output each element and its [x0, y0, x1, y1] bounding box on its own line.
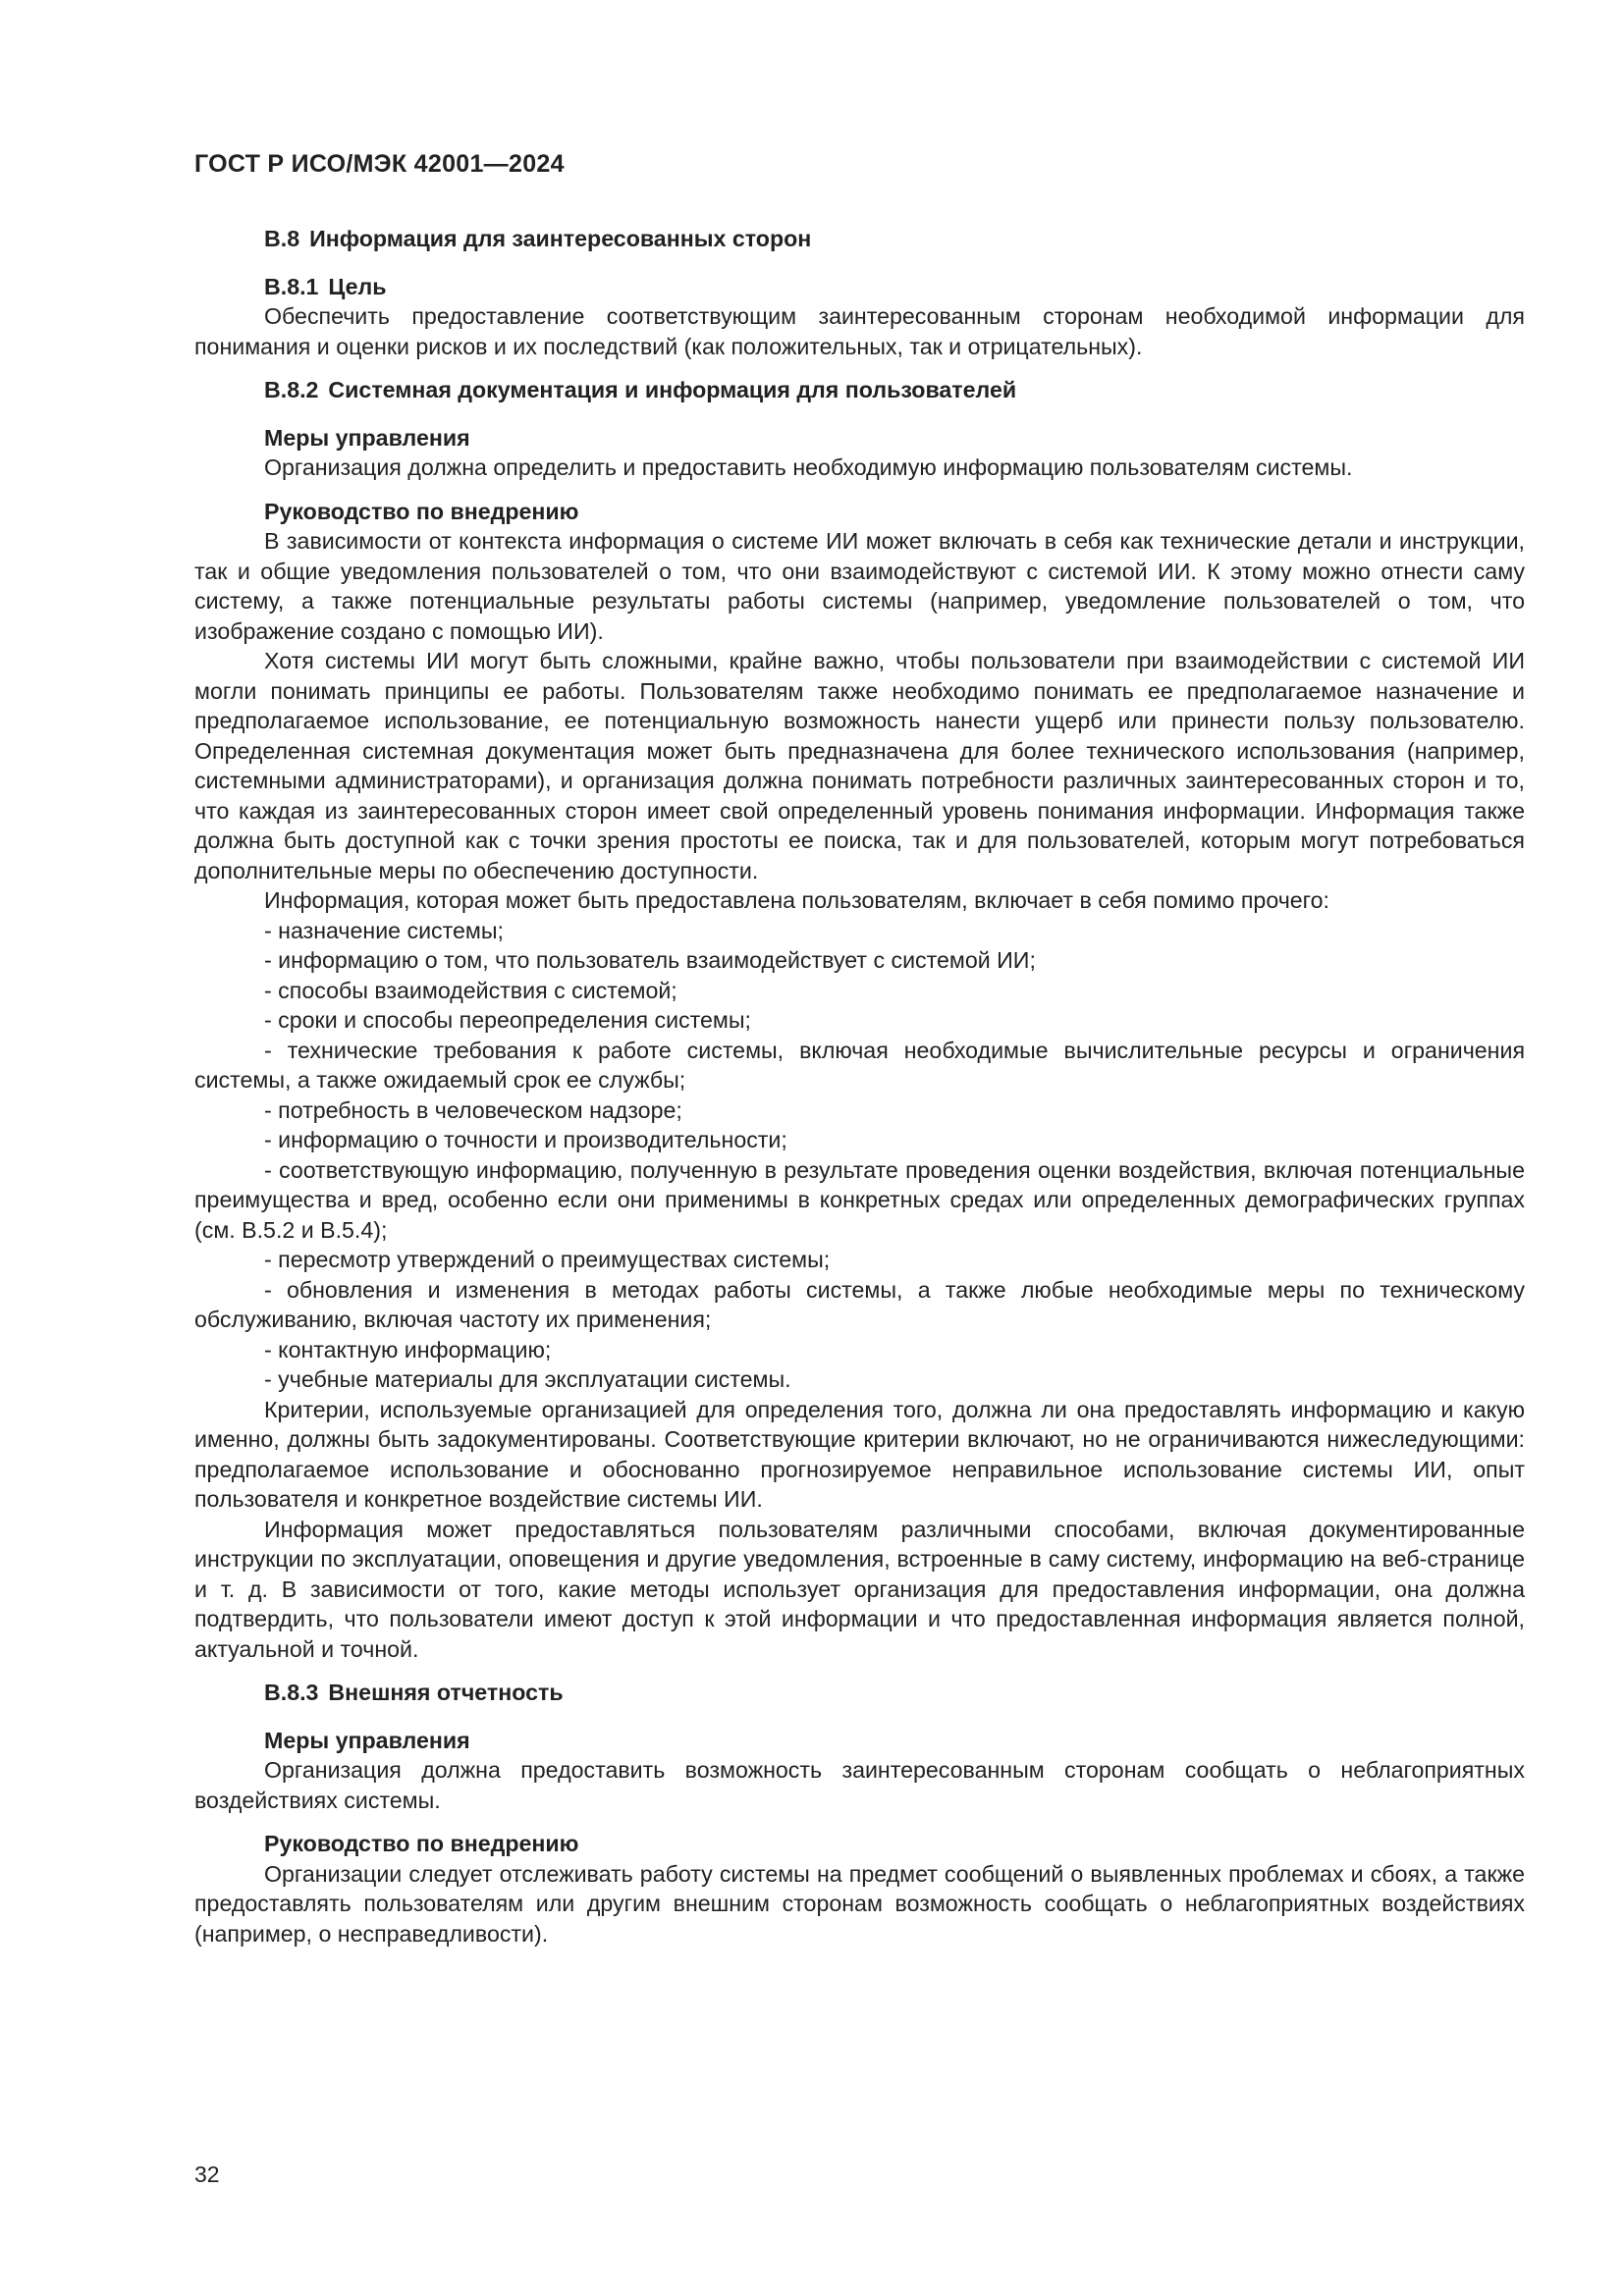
list-item: - информацию о точности и производительности;: [264, 1127, 787, 1152]
section-number: В.8.2: [264, 377, 319, 402]
section-number: В.8: [264, 226, 300, 251]
guidance-heading: Руководство по внедрению: [264, 1831, 579, 1856]
standard-title: ГОСТ Р ИСО/МЭК 42001—2024: [194, 150, 565, 178]
section-b82-heading: [194, 375, 1525, 405]
section-title: Цель: [328, 273, 387, 299]
list-item: - соответствующую информацию, полученную в результате проведения оценки воздействия, включая потенциальные преимущества и вред, особенно если они применимы в конкретных средах или определенных демографических группах (см. В.5.2 и В.5.4);: [194, 1156, 1525, 1243]
list-item: - технические требования к работе системы, включая необходимые вычислительные ресурсы и ограничения системы, а также ожидаемый срок ее службы;: [194, 1037, 1525, 1093]
section-b83-heading: [194, 1678, 1525, 1708]
list-item: - потребность в человеческом надзоре;: [264, 1096, 682, 1123]
section-number: В.8.1: [264, 273, 319, 299]
section-number: В.8.3: [264, 1680, 319, 1705]
section-b8-heading: [194, 224, 1525, 254]
paragraph: Критерии, используемые организацией для определения того, должна ли она предоставлять информацию и какую именно, должны быть задокументированы. Соответствующие критерии включают, но не ограничиваются нижеследующими: предполагаемое использование и обоснованно прогнозируемое неправильное использование системы ИИ, опыт пользователя и конкретное воздействие системы ИИ.: [194, 1396, 1525, 1512]
list-item: - способы взаимодействия с системой;: [264, 977, 677, 1003]
paragraph: Организации следует отслеживать работу системы на предмет сообщений о выявленных проблемах и сбоях, а также предоставлять пользователям или другим внешним сторонам возможность сообщать о неблагоприятных воздействиях (например, о несправедливости).: [194, 1860, 1525, 1947]
paragraph: Организация должна определить и предоставить необходимую информацию пользователям системы.: [264, 454, 1353, 480]
list-item: - информацию о том, что пользователь взаимодействует с системой ИИ;: [264, 947, 1036, 973]
section-title: Системная документация и информация для пользователей: [328, 377, 1017, 402]
paragraph: Информация может предоставляться пользователям различными способами, включая документированные инструкции по эксплуатации, оповещения и другие уведомления, встроенные в саму систему, информацию на веб-странице и т. д. В зависимости от того, какие методы использует организация для предоставления информации, она должна подтвердить, что пользователи имеют доступ к этой информации и что предоставленная информация является полной, актуальной и точной.: [194, 1516, 1525, 1662]
list-item: - назначение системы;: [264, 917, 504, 943]
list-item: - учебные материалы для эксплуатации системы.: [264, 1366, 791, 1392]
bullet-list: [194, 916, 1525, 1395]
section-title: Информация для заинтересованных сторон: [309, 226, 812, 251]
controls-heading: Меры управления: [264, 1727, 470, 1753]
paragraph: Информация, которая может быть предоставлена пользователям, включает в себя помимо прочего:: [264, 887, 1329, 913]
page-content: [194, 224, 1525, 1949]
list-item: - контактную информацию;: [264, 1336, 552, 1362]
paragraph: Организация должна предоставить возможность заинтересованным сторонам сообщать о неблагоприятных воздействиях системы.: [194, 1757, 1525, 1813]
section-b81-heading: [194, 272, 1525, 302]
list-item: - сроки и способы переопределения системы;: [264, 1007, 751, 1033]
section-title: Внешняя отчетность: [328, 1680, 564, 1705]
controls-heading: Меры управления: [264, 424, 470, 451]
guidance-heading: Руководство по внедрению: [264, 498, 579, 524]
paragraph: В зависимости от контекста информация о системе ИИ может включать в себя как технические детали и инструкции, так и общие уведомления пользователей о том, что они взаимодействуют с системой ИИ. К этому можно отнести саму систему, а также потенциальные результаты работы системы (например, уведомление пользователей о том, что изображение создано с помощью ИИ).: [194, 528, 1525, 644]
list-item: - пересмотр утверждений о преимуществах системы;: [264, 1247, 831, 1272]
list-item: - обновления и изменения в методах работы системы, а также любые необходимые меры по техническому обслуживанию, включая частоту их применения;: [194, 1276, 1525, 1332]
paragraph: Хотя системы ИИ могут быть сложными, крайне важно, чтобы пользователи при взаимодействии с системой ИИ могли понимать принципы ее работы. Пользователям также необходимо понимать ее предполагаемое назначение и предполагаемое использование, ее потенциальную возможность нанести ущерб или принести пользу пользователю. Определенная системная документация может быть предназначена для более технического использования (например, системными администраторами), и организация должна понимать потребности различных заинтересованных сторон и то, что каждая из заинтересованных сторон имеет свой определенный уровень понимания информации. Информация также должна быть доступной как с точки зрения простоты ее поиска, так и для пользователей, которым могут потребоваться дополнительные меры по обеспечению доступности.: [194, 648, 1525, 883]
paragraph: Обеспечить предоставление соответствующим заинтересованным сторонам необходимой информации для понимания и оценки рисков и их последствий (как положительных, так и отрицательных).: [194, 303, 1525, 359]
page-number: 32: [194, 2162, 220, 2187]
